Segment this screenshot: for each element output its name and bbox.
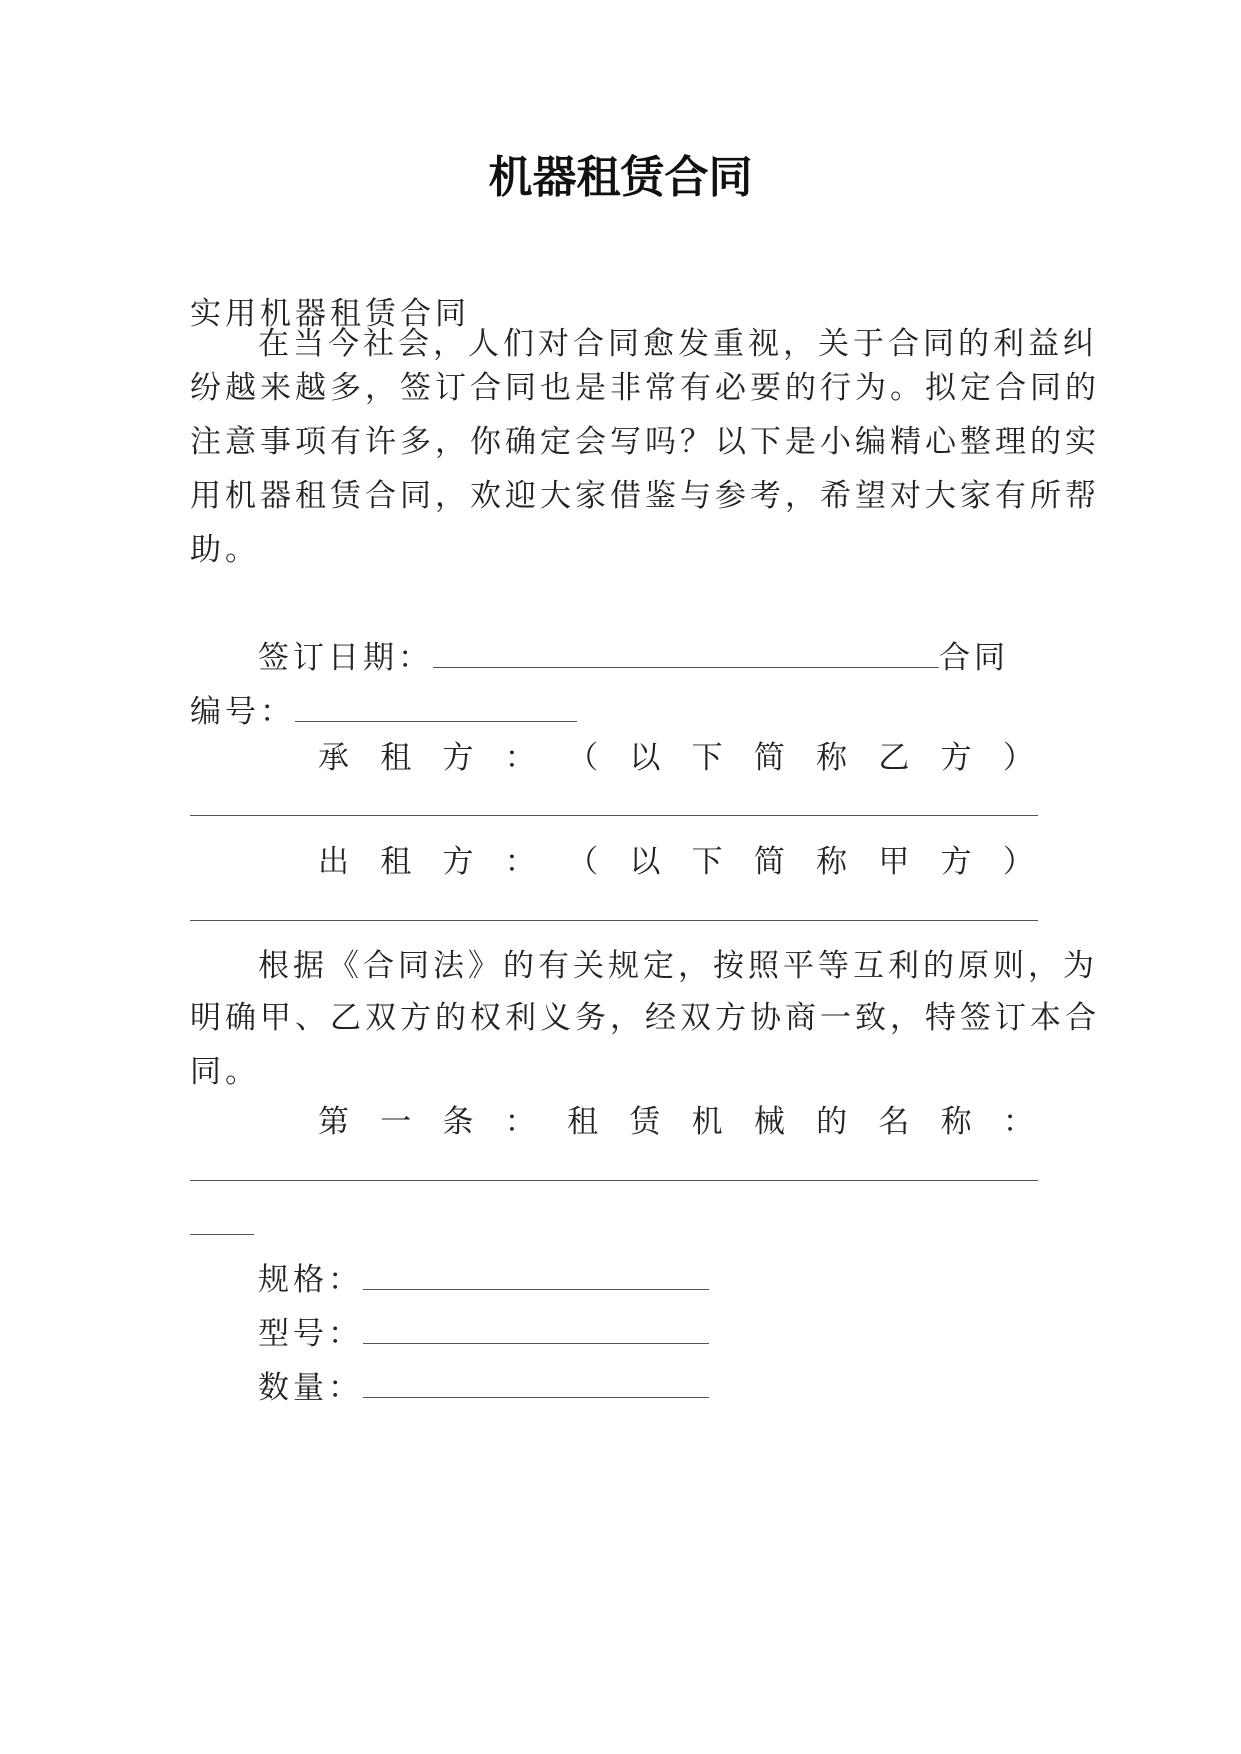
lessor-char: 方 [442,844,474,880]
article-1-char: 赁 [629,1104,661,1140]
sign-date-label: 签订日期： [258,640,433,676]
article-1-char: 称 [940,1104,972,1140]
intro-line-1: 在当今社会，人们对合同愈发重视，关于合同的利益纠 [258,326,1098,362]
lessee-char: 方 [442,740,474,776]
lessee-char: 租 [380,740,412,776]
model-row [258,1312,1050,1356]
intro-line-2: 纷越来越多，签订合同也是非常有必要的行为。拟定合同的 [190,370,1100,406]
model-label: 型号： [258,1316,363,1352]
model-blank[interactable] [363,1317,709,1344]
lessee-blank[interactable] [190,815,1038,816]
sign-date-blank[interactable] [433,641,939,668]
machine-name-blank-continued[interactable] [190,1234,254,1235]
lessor-char: 简 [753,844,785,880]
lessor-char: 下 [691,844,723,880]
article-1-char: 一 [380,1104,412,1140]
lessor-row [318,840,1034,884]
intro-line-5: 助。 [190,532,260,568]
lessee-char: 称 [816,740,848,776]
basis-line-2: 明确甲、乙双方的权利义务，经双方协商一致，特签订本合 [190,1000,1100,1036]
spec-blank[interactable] [363,1263,709,1290]
spec-row [258,1258,1050,1302]
lessor-char: 甲 [878,844,910,880]
lessor-char: 以 [629,844,661,880]
article-1-char: 械 [753,1104,785,1140]
article-1-char: ： [504,1104,536,1140]
lessee-char: 以 [629,740,661,776]
quantity-label: 数量： [258,1370,363,1406]
quantity-blank[interactable] [363,1371,709,1398]
quantity-row [258,1366,1050,1410]
contract-no-label: 编号： [190,694,295,730]
machine-name-blank[interactable] [190,1180,1038,1181]
lessor-char: ） [1002,844,1034,880]
article-1-char: 的 [816,1104,848,1140]
lessee-char: ： [504,740,536,776]
article-1-heading [318,1100,1034,1144]
lessor-blank[interactable] [190,920,1038,921]
contract-no-row [190,690,1050,734]
document-subtitle: 实用机器租赁合同 [190,296,470,332]
basis-line-1: 根据《合同法》的有关规定，按照平等互利的原则，为 [258,948,1098,984]
article-1-char: 第 [318,1104,349,1140]
sign-date-tail: 合同 [939,640,1009,676]
lessee-char: 乙 [878,740,910,776]
spec-label: 规格： [258,1262,363,1298]
document-title: 机器租赁合同 [488,152,753,203]
lessee-char: 简 [753,740,785,776]
lessee-char: 下 [691,740,723,776]
lessor-char: （ [567,844,599,880]
lessor-char: 出 [318,844,349,880]
article-1-char: 租 [567,1104,599,1140]
sign-date-row [258,636,1050,680]
intro-line-3: 注意事项有许多，你确定会写吗？以下是小编精心整理的实 [190,424,1100,460]
article-1-char: 机 [691,1104,723,1140]
lessee-char: 方 [940,740,972,776]
lessee-row [318,736,1034,780]
article-1-char: 名 [878,1104,910,1140]
lessor-char: 租 [380,844,412,880]
basis-line-3: 同。 [190,1054,260,1090]
lessee-char: 承 [318,740,349,776]
lessor-char: 方 [940,844,972,880]
article-1-char: 条 [442,1104,474,1140]
lessor-char: 称 [816,844,848,880]
intro-line-4: 用机器租赁合同，欢迎大家借鉴与参考，希望对大家有所帮 [190,478,1100,514]
lessee-char: （ [567,740,599,776]
contract-no-blank[interactable] [295,695,577,722]
lessor-char: ： [504,844,536,880]
lessee-char: ） [1002,740,1034,776]
article-1-char: ： [1002,1104,1034,1140]
